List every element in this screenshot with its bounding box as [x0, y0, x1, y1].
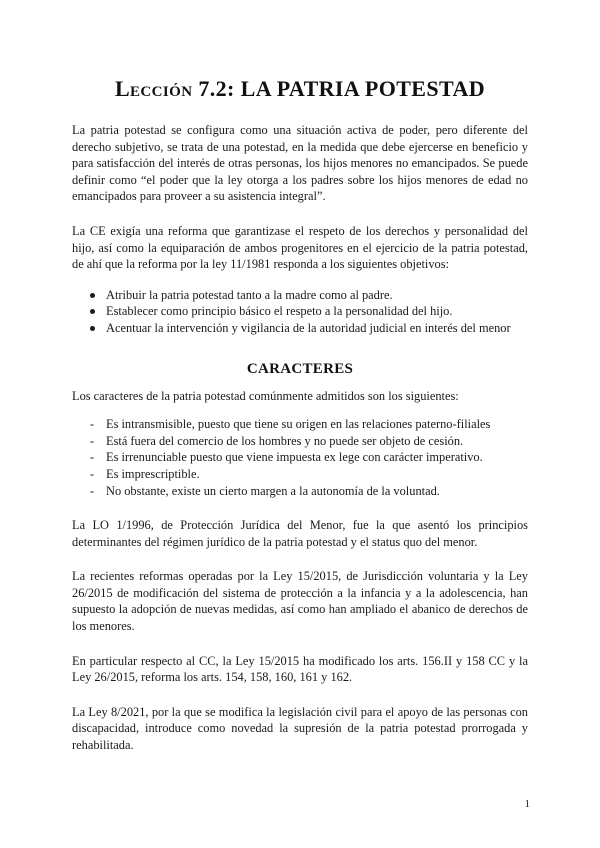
page-title — [72, 76, 528, 102]
paragraph-lo-1996: La LO 1/1996, de Protección Jurídica del Menor, fue la que asentó los principios determinantes del régimen jurídico de la patria potestad y el status quo del menor. — [72, 518, 528, 549]
list-item: - Es imprescriptible. — [88, 466, 528, 483]
title-prefix: Lección — [114, 76, 193, 101]
paragraph-reform: La CE exigía una reforma que garantizase el respeto de los derechos y personalidad del hijo, así como la equiparación de ambos progenitores en el ejercicio de la patria potestad, de ahí que la reforma por la ley 11/1981 responda a los siguientes objetivos: — [72, 223, 528, 272]
list-item: Acentuar la intervención y vigilancia de la autoridad judicial en interés del menor — [88, 320, 528, 337]
page-number: 1 — [524, 798, 530, 810]
list-item: - Es irrenunciable puesto que viene impuesta ex lege con carácter imperativo. — [88, 449, 528, 466]
title-rest: 7.2: LA PATRIA POTESTAD — [192, 76, 486, 101]
paragraph-cc-changes: En particular respecto al CC, la Ley 15/2015 ha modificado los arts. 156.II y 158 CC y la Ley 26/2015, reforma los arts. 154, 158, 160, 161 y 162. — [72, 653, 528, 685]
section-heading: CARACTERES — [246, 360, 354, 377]
characters-list — [72, 416, 528, 499]
list-item: - Está fuera del comercio de los hombres y no puede ser objeto de cesión. — [88, 433, 528, 450]
list-item: Establecer como principio básico el respeto a la personalidad del hijo. — [88, 303, 528, 320]
list-item: - No obstante, existe un cierto margen a la autonomía de la voluntad. — [88, 483, 528, 500]
paragraph-ley-8-2021: La Ley 8/2021, por la que se modifica la legislación civil para el apoyo de las personas con discapacidad, introduce como novedad la supresión de la patria potestad prorrogada y rehabilitada. — [72, 704, 528, 753]
objectives-list — [72, 287, 528, 337]
list-item: - Es intransmisible, puesto que tiene su origen en las relaciones paterno-filiales — [88, 416, 528, 433]
paragraph-recent-reforms: La recientes reformas operadas por la Ley 15/2015, de Jurisdicción voluntaria y la Ley 26/2015 de modificación del sistema de protección a la infancia y a la adolescencia, han supuesto la adopción de nuevas medidas, así como han ampliado el abanico de derechos de los menores. — [72, 569, 528, 634]
paragraph-definition: La patria potestad se configura como una situación activa de poder, pero diferente del derecho subjetivo, se trata de una potestad, en la medida que debe ejercerse en beneficio y para satisfacción del interés de otras personas, los hijos menores no emancipados. Se puede definir como “el poder que la ley otorga a los padres sobre los hijos menores de edad no emancipados para proveer a su asistencia integral”. — [72, 123, 528, 204]
list-item: Atribuir la patria potestad tanto a la madre como al padre. — [88, 287, 528, 304]
paragraph-characters-intro: Los caracteres de la patria potestad comúnmente admitidos son los siguientes: — [72, 388, 459, 403]
